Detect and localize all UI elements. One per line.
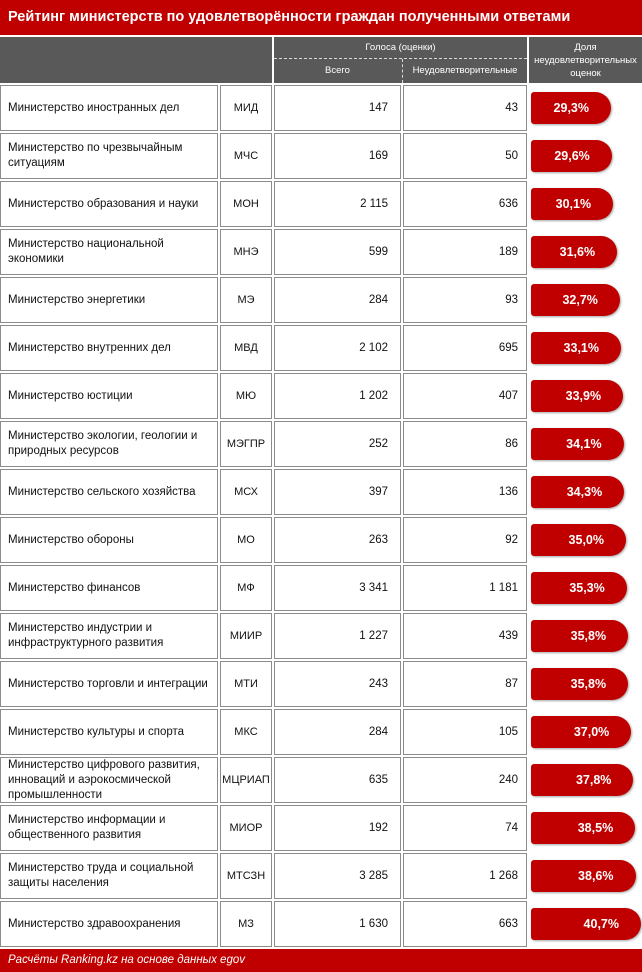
votes-unsatisfactory: 74	[403, 805, 527, 851]
votes-unsatisfactory: 43	[403, 85, 527, 131]
ministry-name: Министерство финансов	[0, 565, 218, 611]
share-cell	[529, 613, 642, 659]
ministry-name: Министерство культуры и спорта	[0, 709, 218, 755]
header-share-cell	[529, 37, 642, 83]
ministry-abbr: МЧС	[220, 133, 272, 179]
ministry-name: Министерство внутренних дел	[0, 325, 218, 371]
votes-total: 2 115	[274, 181, 401, 227]
table-row	[0, 805, 642, 853]
votes-total: 284	[274, 277, 401, 323]
votes-unsatisfactory: 1 181	[403, 565, 527, 611]
ministry-name: Министерство энергетики	[0, 277, 218, 323]
ministry-name: Министерство труда и социальной защиты населения	[0, 853, 218, 899]
table-row	[0, 853, 642, 901]
table-row	[0, 517, 642, 565]
header-name-cell	[0, 37, 272, 83]
ministry-name: Министерство цифрового развития, инноваций и аэрокосмической промышленности	[0, 757, 218, 803]
share-cell	[529, 661, 642, 707]
ministry-abbr: МСХ	[220, 469, 272, 515]
table-row	[0, 757, 642, 805]
ministry-abbr: МФ	[220, 565, 272, 611]
share-bar: 34,1%	[531, 428, 624, 460]
ministry-abbr: МИИР	[220, 613, 272, 659]
votes-unsatisfactory: 695	[403, 325, 527, 371]
votes-total: 284	[274, 709, 401, 755]
ministry-abbr: МТИ	[220, 661, 272, 707]
table-row	[0, 613, 642, 661]
table-row	[0, 565, 642, 613]
votes-total: 599	[274, 229, 401, 275]
votes-unsatisfactory: 1 268	[403, 853, 527, 899]
share-cell	[529, 565, 642, 611]
ministry-abbr: МО	[220, 517, 272, 563]
page-title: Рейтинг министерств по удовлетворённости граждан полученными ответами	[0, 0, 642, 35]
share-cell	[529, 325, 642, 371]
ministry-abbr: МЦРИАП	[220, 757, 272, 803]
header-dashed-vertical	[402, 59, 403, 83]
ministry-name: Министерство иностранных дел	[0, 85, 218, 131]
ministry-name: Министерство экологии, геологии и природных ресурсов	[0, 421, 218, 467]
table-row	[0, 85, 642, 133]
ministry-name: Министерство юстиции	[0, 373, 218, 419]
share-cell	[529, 181, 642, 227]
votes-unsatisfactory: 136	[403, 469, 527, 515]
share-bar: 37,0%	[531, 716, 631, 748]
ministry-name: Министерство сельского хозяйства	[0, 469, 218, 515]
table-row	[0, 133, 642, 181]
votes-unsatisfactory: 636	[403, 181, 527, 227]
share-cell	[529, 373, 642, 419]
table-row	[0, 661, 642, 709]
share-cell	[529, 469, 642, 515]
ministry-abbr: МНЭ	[220, 229, 272, 275]
ministry-name: Министерство по чрезвычайным ситуациям	[0, 133, 218, 179]
votes-unsatisfactory: 86	[403, 421, 527, 467]
share-cell	[529, 277, 642, 323]
ministry-abbr: МЗ	[220, 901, 272, 947]
votes-unsatisfactory: 189	[403, 229, 527, 275]
ministry-abbr: МЭ	[220, 277, 272, 323]
table-row	[0, 181, 642, 229]
ministry-abbr: МЮ	[220, 373, 272, 419]
ministry-name: Министерство информации и общественного развития	[0, 805, 218, 851]
share-bar: 35,8%	[531, 668, 628, 700]
share-bar: 30,1%	[531, 188, 613, 220]
votes-total: 192	[274, 805, 401, 851]
share-cell	[529, 133, 642, 179]
votes-unsatisfactory: 240	[403, 757, 527, 803]
ministry-abbr: МКС	[220, 709, 272, 755]
table-row	[0, 229, 642, 277]
ministry-name: Министерство индустрии и инфраструктурного развития	[0, 613, 218, 659]
share-bar: 33,9%	[531, 380, 623, 412]
votes-unsatisfactory: 93	[403, 277, 527, 323]
share-cell	[529, 421, 642, 467]
votes-total: 1 227	[274, 613, 401, 659]
share-bar: 35,3%	[531, 572, 627, 604]
ministry-abbr: МЭГПР	[220, 421, 272, 467]
share-bar: 35,0%	[531, 524, 626, 556]
votes-total: 397	[274, 469, 401, 515]
table-row	[0, 901, 642, 949]
share-cell	[529, 901, 642, 947]
table-row	[0, 421, 642, 469]
votes-unsatisfactory: 663	[403, 901, 527, 947]
share-bar: 32,7%	[531, 284, 620, 316]
ministry-name: Министерство здравоохранения	[0, 901, 218, 947]
votes-total: 147	[274, 85, 401, 131]
votes-total: 252	[274, 421, 401, 467]
table-row	[0, 469, 642, 517]
share-bar: 34,3%	[531, 476, 624, 508]
share-cell	[529, 853, 642, 899]
ministry-abbr: МИОР	[220, 805, 272, 851]
votes-total: 1 630	[274, 901, 401, 947]
ministry-name: Министерство обороны	[0, 517, 218, 563]
ministry-name: Министерство национальной экономики	[0, 229, 218, 275]
ministry-abbr: МИД	[220, 85, 272, 131]
votes-total: 3 341	[274, 565, 401, 611]
header-share: Доля неудовлетворительных оценок	[534, 42, 637, 79]
votes-unsatisfactory: 407	[403, 373, 527, 419]
share-bar: 35,8%	[531, 620, 628, 652]
votes-unsatisfactory: 105	[403, 709, 527, 755]
share-bar: 33,1%	[531, 332, 621, 364]
table-row	[0, 277, 642, 325]
share-cell	[529, 757, 642, 803]
table-row	[0, 709, 642, 757]
ministry-name: Министерство торговли и интеграции	[0, 661, 218, 707]
share-bar: 29,6%	[531, 140, 612, 172]
header-votes-cell	[274, 37, 527, 83]
votes-total: 169	[274, 133, 401, 179]
share-cell	[529, 805, 642, 851]
ministry-abbr: МОН	[220, 181, 272, 227]
share-bar: 29,3%	[531, 92, 611, 124]
ministry-abbr: МТСЗН	[220, 853, 272, 899]
votes-total: 635	[274, 757, 401, 803]
share-bar: 31,6%	[531, 236, 617, 268]
votes-total: 3 285	[274, 853, 401, 899]
votes-total: 1 202	[274, 373, 401, 419]
share-bar: 38,5%	[531, 812, 635, 844]
votes-unsatisfactory: 439	[403, 613, 527, 659]
header-unsatisfactory: Неудовлетворительные	[412, 65, 518, 76]
header-votes-group: Голоса (оценки)	[365, 42, 436, 53]
share-cell	[529, 229, 642, 275]
share-cell	[529, 517, 642, 563]
ministry-name: Министерство образования и науки	[0, 181, 218, 227]
share-bar: 37,8%	[531, 764, 633, 796]
share-cell	[529, 709, 642, 755]
share-cell	[529, 85, 642, 131]
table-row	[0, 373, 642, 421]
table-row	[0, 325, 642, 373]
votes-unsatisfactory: 50	[403, 133, 527, 179]
votes-unsatisfactory: 87	[403, 661, 527, 707]
votes-total: 263	[274, 517, 401, 563]
votes-unsatisfactory: 92	[403, 517, 527, 563]
source-footer: Расчёты Ranking.kz на основе данных egov	[0, 949, 642, 972]
votes-total: 243	[274, 661, 401, 707]
ministry-abbr: МВД	[220, 325, 272, 371]
header-total: Всего	[325, 65, 350, 76]
share-bar: 38,6%	[531, 860, 636, 892]
header-dashed-divider	[274, 58, 527, 59]
votes-total: 2 102	[274, 325, 401, 371]
share-bar: 40,7%	[531, 908, 641, 940]
